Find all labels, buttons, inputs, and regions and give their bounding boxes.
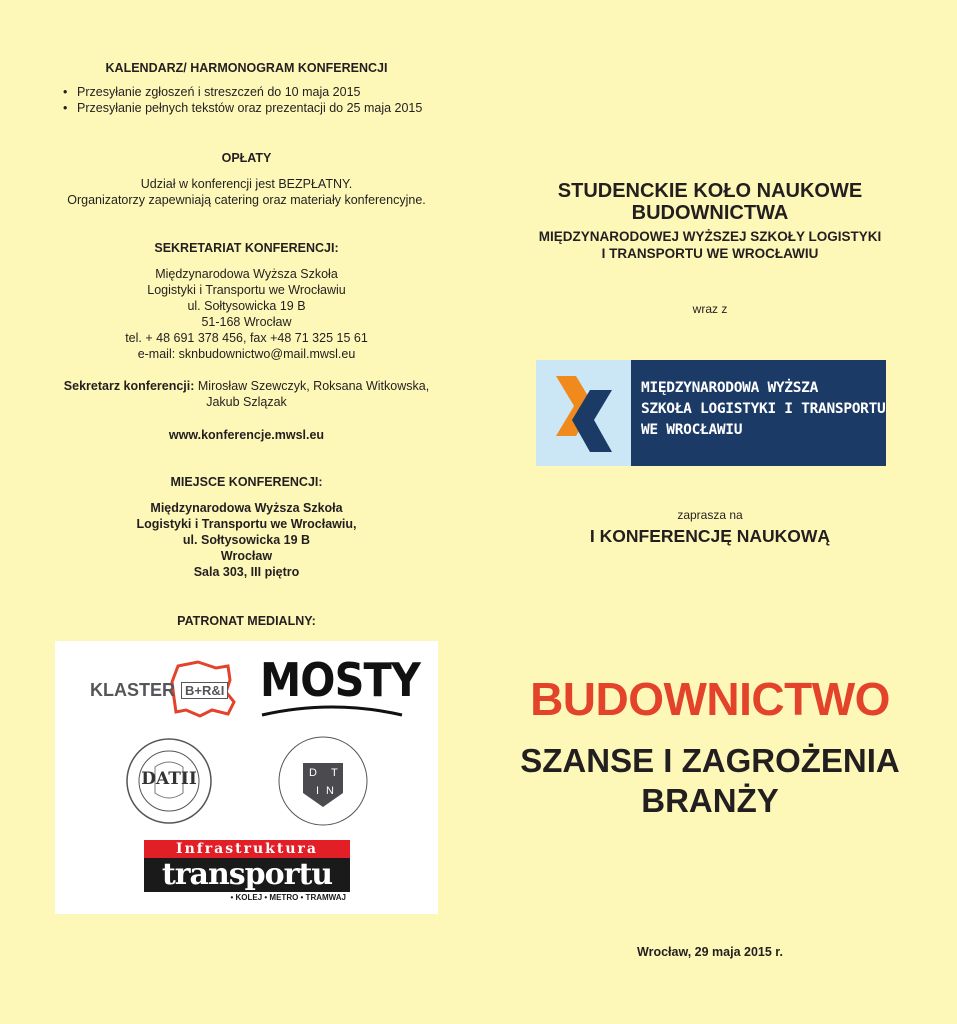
mosty-text: MOSTY <box>260 653 420 707</box>
klaster-text: KLASTER <box>90 680 175 700</box>
mwsl-logo-text <box>631 360 886 466</box>
infra-main-text: transportu <box>144 858 350 892</box>
address-line: Międzynarodowa Wyższa Szkoła <box>155 267 338 281</box>
calendar-item: • Przesyłanie zgłoszeń i streszczeń do 10 maja 2015 <box>57 84 440 100</box>
fees-line: Udział w konferencji jest BEZPŁATNY. <box>140 177 353 191</box>
dint-seal-icon <box>273 733 373 829</box>
address-line: ul. Sołtysowicka 19 B <box>187 299 306 313</box>
calendar-item: • Przesyłanie pełnych tekstów oraz prezentacji do 25 maja 2015 <box>57 100 440 116</box>
conference-name: I KONFERENCJĘ NAUKOWĄ <box>589 526 831 546</box>
secretary-names: Mirosław Szewczyk, Roksana Witkowska, <box>194 379 430 393</box>
venue-address <box>55 500 438 580</box>
organizer-subtitle: MIĘDZYNARODOWEJ WYŻSZEJ SZKOŁY LOGISTYKI <box>538 229 882 244</box>
venue-line: Logistyki i Transportu we Wrocławiu, <box>136 517 357 531</box>
subtitle: SZANSE I ZAGROŻENIA <box>520 742 900 779</box>
venue-line: Sala 303, III piętro <box>193 565 300 579</box>
dint-letter: D <box>309 767 317 779</box>
email-line[interactable]: e-mail: sknbudownictwo@mail.mwsl.eu <box>137 347 356 361</box>
dint-logo <box>273 733 373 829</box>
venue-line: Wrocław <box>220 549 273 563</box>
secretariat-heading: SEKRETARIAT KONFERENCJI: <box>154 241 339 255</box>
fees-heading: OPŁATY <box>221 151 272 165</box>
venue-line: Międzynarodowa Wyższa Szkoła <box>150 501 343 515</box>
subtitle: BRANŻY <box>641 782 779 819</box>
main-title: BUDOWNICTWO <box>530 673 890 725</box>
infrastruktura-logo <box>144 840 350 906</box>
calendar-heading: KALENDARZ/ HARMONOGRAM KONFERENCJI <box>105 61 388 75</box>
secretariat-address <box>55 266 438 362</box>
mwsl-logo-line: WE WROCŁAWIU <box>641 422 743 438</box>
fees-line: Organizatorzy zapewniają catering oraz materiały konferencyjne. <box>67 193 426 207</box>
venue-line: ul. Sołtysowicka 19 B <box>182 533 311 547</box>
with-text: wraz z <box>692 302 728 316</box>
venue-heading: MIEJSCE KONFERENCJI: <box>170 475 323 489</box>
address-line: 51-168 Wrocław <box>201 315 292 329</box>
dint-letter: N <box>326 785 334 797</box>
patronage-heading: PATRONAT MEDIALNY: <box>177 614 316 628</box>
phone-line: tel. + 48 691 378 456, fax +48 71 325 15 61 <box>125 331 368 345</box>
fees-text <box>55 176 438 208</box>
address-line: Logistyki i Transportu we Wrocławiu <box>147 283 346 297</box>
secretary-label: Sekretarz konferencji: <box>63 379 195 393</box>
organizer-block <box>520 180 900 262</box>
secretary-info <box>55 378 438 410</box>
datii-text: DATII <box>141 769 197 789</box>
organizer-title: BUDOWNICTWA <box>631 202 789 224</box>
infra-top-bar: Infrastruktura <box>144 840 350 858</box>
datii-logo <box>125 737 213 825</box>
calendar-list <box>57 84 440 116</box>
secretary-names: Jakub Szlązak <box>206 395 287 409</box>
bridge-arc-icon <box>260 703 405 717</box>
infra-bottom-text: • KOLEJ • METRO • TRAMWAJ <box>230 893 346 902</box>
mwsl-logo-line: SZKOŁA LOGISTYKI I TRANSPORTU <box>641 401 886 417</box>
mwsl-logo <box>536 360 886 466</box>
organizer-subtitle: I TRANSPORTU WE WROCŁAWIU <box>601 246 819 261</box>
website-link[interactable]: www.konferencje.mwsl.eu <box>168 428 325 442</box>
mosty-logo <box>260 653 420 719</box>
invites-text: zaprasza na <box>677 508 743 522</box>
mwsl-arrows-icon <box>536 360 631 466</box>
mwsl-logo-line: MIĘDZYNARODOWA WYŻSZA <box>641 380 819 396</box>
mwsl-logo-mark <box>536 360 631 466</box>
date-place: Wrocław, 29 maja 2015 r. <box>637 945 783 959</box>
organizer-title: STUDENCKIE KOŁO NAUKOWE <box>557 180 863 202</box>
sponsor-logos-panel <box>55 641 438 914</box>
dint-letter: T <box>331 767 338 779</box>
klaster-badge: B+R&I <box>181 682 228 699</box>
klaster-logo <box>88 658 238 720</box>
dint-letter: I <box>316 785 320 797</box>
